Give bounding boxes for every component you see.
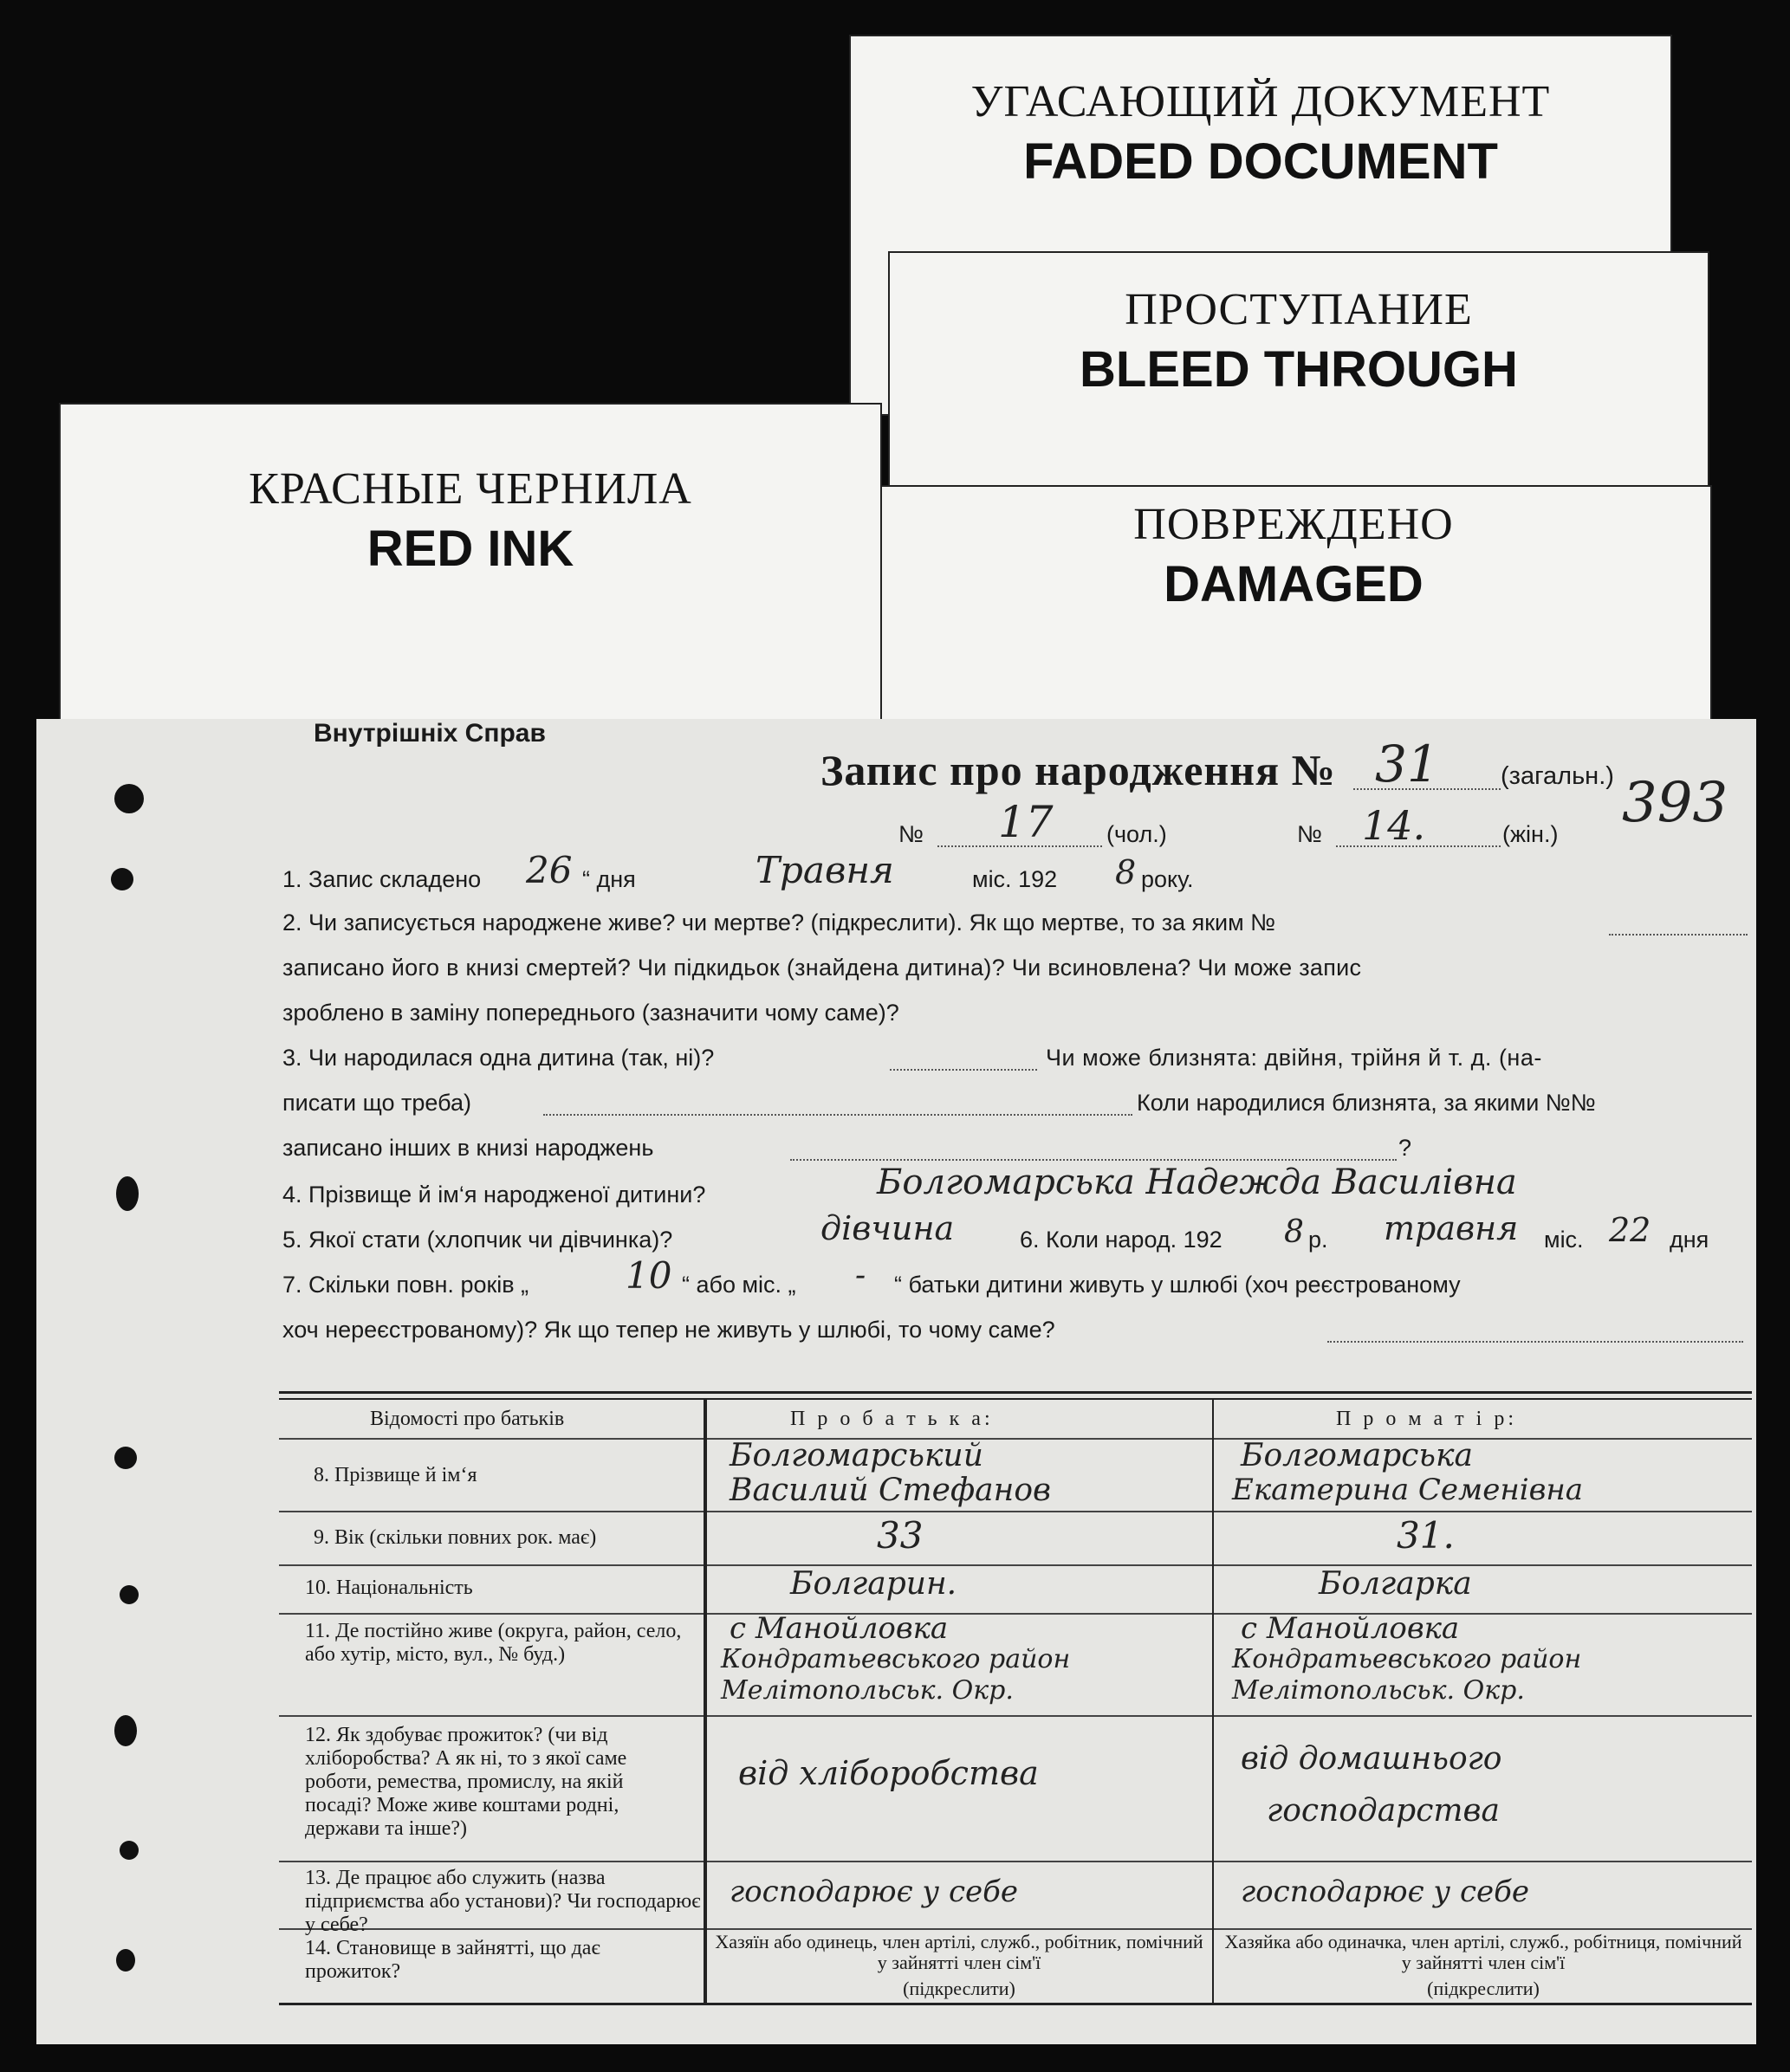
q2-line3: зроблено в заміну попереднього (зазначити чому саме)? [282, 1000, 899, 1026]
row11-father-line1: с Манойловка [730, 1611, 949, 1646]
q5-label: 5. Якої стати (хлопчик чи дівчинка)? [282, 1227, 673, 1253]
q1-day-suffix: “ дня [582, 866, 636, 892]
row14-father-hint: (підкреслити) [903, 1978, 1015, 1999]
damaged-label [875, 485, 1712, 745]
red-ink-label [59, 403, 882, 767]
row14-father-options: Хазяїн або одинець, член артілі, служб., робітник, помічний у зайнятті член сім'ї [715, 1931, 1203, 1973]
row13-mother-value: господарює у себе [1241, 1875, 1529, 1909]
q4-child-name: Болгомарська Надежда Василівна [877, 1162, 1517, 1202]
q6-day: 22 [1609, 1211, 1651, 1249]
q3-question-mark: ? [1398, 1135, 1412, 1161]
q6-year-digit: 8 [1284, 1214, 1304, 1250]
birth-record-form [36, 719, 1756, 2044]
bleed-label-ru: ПРОСТУПАНИЕ [1125, 285, 1473, 334]
row11-mother-line3: Мелітопольськ. Окр. [1232, 1675, 1525, 1706]
faded-label-en: FADED DOCUMENT [1023, 133, 1498, 190]
row9-label: 9. Вік (скільки повних рок. має) [314, 1526, 597, 1549]
q7-line2: хоч нереєстрованому)? Як що тепер не живуть у шлюбі, то чому саме? [282, 1317, 1055, 1343]
form-title: Запис про народження № [820, 746, 1336, 794]
q3-line2a: писати що треба) [282, 1090, 471, 1116]
q6-day-label: дня [1670, 1227, 1709, 1253]
row14-mother-hint: (підкреслити) [1427, 1978, 1540, 1999]
q7-months-label: “ або міс. „ [682, 1272, 796, 1298]
male-label: (чол.) [1106, 821, 1167, 847]
q4-label: 4. Прізвище й ім‘я народженої дитини? [282, 1182, 706, 1208]
male-number-value: 17 [998, 797, 1054, 847]
total-label: (загальн.) [1501, 762, 1614, 790]
q5-value: дівчина [820, 1209, 955, 1247]
row8-label: 8. Прізвище й ім‘я [314, 1464, 477, 1486]
punch-hole [120, 1841, 139, 1860]
row8-mother-line2: Екатерина Семенівна [1232, 1473, 1584, 1507]
damaged-label-ru: ПОВРЕЖДЕНО [1133, 500, 1454, 549]
q6-month-label: міс. [1544, 1227, 1584, 1253]
row13-father-value: господарює у себе [730, 1875, 1018, 1909]
q6-label: 6. Коли народ. 192 [1020, 1227, 1223, 1253]
q1-day: 26 [526, 849, 573, 891]
q3-line1: 3. Чи народилася одна дитина (так, ні)? [282, 1045, 715, 1071]
row12-mother-line2: господарства [1267, 1793, 1500, 1829]
q3-line3: записано інших в книзі народжень [282, 1135, 654, 1161]
q2-line2: записано його в книзі смертей? Чи підкидьок (знайдена дитина)? Чи всиновлена? Чи може запис [282, 955, 1362, 981]
row13-label: 13. Де працює або служить (назва підприємства або установи)? Чи господарює у себе? [305, 1867, 701, 1936]
q6-year-suffix: р. [1308, 1227, 1328, 1253]
q6-month: травня [1384, 1209, 1519, 1247]
female-number-value: 14. [1362, 802, 1426, 849]
punch-hole [114, 1447, 137, 1469]
row11-mother-line1: с Манойловка [1241, 1611, 1460, 1646]
q3-line2b: Коли народилися близнята, за якими №№ [1137, 1090, 1596, 1116]
row14-mother-options: Хазяйка або одиначка, член артілі, служб., робітниця, помічний у зайнятті член сім'ї [1224, 1931, 1742, 1973]
q2-line1: 2. Чи записується народжене живе? чи мертве? (підкреслити). Як що мертве, то за яким № [282, 910, 1276, 936]
header-father: П р о б а т ь к а: [790, 1408, 994, 1430]
bleed-label-en: BLEED THROUGH [1080, 341, 1518, 398]
row12-label: 12. Як здобуває прожиток? (чи від хліборобства? А як ні, то з якої саме роботи, ремества, промислу, на якій посаді? Може живе коштами родні, держави та інше?) [305, 1724, 627, 1840]
q1-year-digit: 8 [1115, 853, 1137, 891]
row10-mother-nationality: Болгарка [1319, 1566, 1472, 1602]
row9-mother-age: 31. [1397, 1514, 1455, 1557]
margin-number: 393 [1622, 771, 1728, 835]
header-mother: П р о м а т і р: [1336, 1408, 1517, 1430]
row8-mother-line1: Болгомарська [1241, 1438, 1473, 1473]
q1-month: Травня [756, 849, 894, 891]
punch-hole [111, 868, 133, 890]
punch-hole [120, 1585, 139, 1604]
red-label-en: RED INK [366, 521, 574, 577]
q1-year-suffix: року. [1141, 866, 1194, 892]
row11-mother-line2: Кондратьевського район [1232, 1644, 1582, 1674]
row9-father-age: 33 [877, 1514, 924, 1557]
row10-label: 10. Національність [305, 1577, 473, 1599]
q7-label-cont: “ батьки дитини живуть у шлюбі (хоч реєстрованому [894, 1272, 1461, 1298]
row12-mother-line1: від домашнього [1241, 1741, 1502, 1777]
punch-hole [116, 1176, 139, 1211]
total-number-value: 31 [1375, 735, 1439, 793]
row12-father-value: від хліборобства [738, 1754, 1039, 1792]
damaged-label-en: DAMAGED [1164, 556, 1424, 612]
q7-years: 10 [626, 1254, 672, 1297]
row8-father-line2: Василий Стефанов [730, 1473, 1051, 1508]
punch-hole [114, 784, 144, 813]
row11-father-line3: Мелітопольськ. Окр. [721, 1675, 1014, 1706]
male-number-sign: № [898, 821, 924, 847]
row14-label: 14. Становище в зайнятті, що дає прожиток? [305, 1937, 600, 1983]
header-parents-info: Відомості про батьків [370, 1408, 565, 1430]
row11-father-line2: Кондратьевського район [721, 1644, 1071, 1674]
red-label-ru: КРАСНЫЕ ЧЕРНИЛА [249, 464, 692, 514]
row10-father-nationality: Болгарин. [790, 1566, 957, 1602]
female-label: (жін.) [1502, 821, 1559, 847]
q7-months: - [855, 1258, 866, 1293]
row11-label: 11. Де постійно живе (округа, район, село, або хутір, місто, вул., № буд.) [305, 1620, 682, 1666]
department-heading: Внутрішніх Справ [314, 719, 546, 748]
row8-father-line1: Болгомарський [730, 1438, 983, 1473]
q1-label: 1. Запис складено [282, 866, 482, 892]
faded-label-ru: УГАСАЮЩИЙ ДОКУМЕНТ [970, 77, 1551, 126]
punch-hole [114, 1715, 137, 1746]
female-number-sign: № [1297, 821, 1322, 847]
q7-label: 7. Скільки повн. років „ [282, 1272, 529, 1298]
q1-year-prefix: міс. 192 [972, 866, 1058, 892]
q3-line1b: Чи може близнята: двійня, трійня й т. д. (на- [1046, 1045, 1542, 1071]
punch-hole [116, 1949, 135, 1972]
